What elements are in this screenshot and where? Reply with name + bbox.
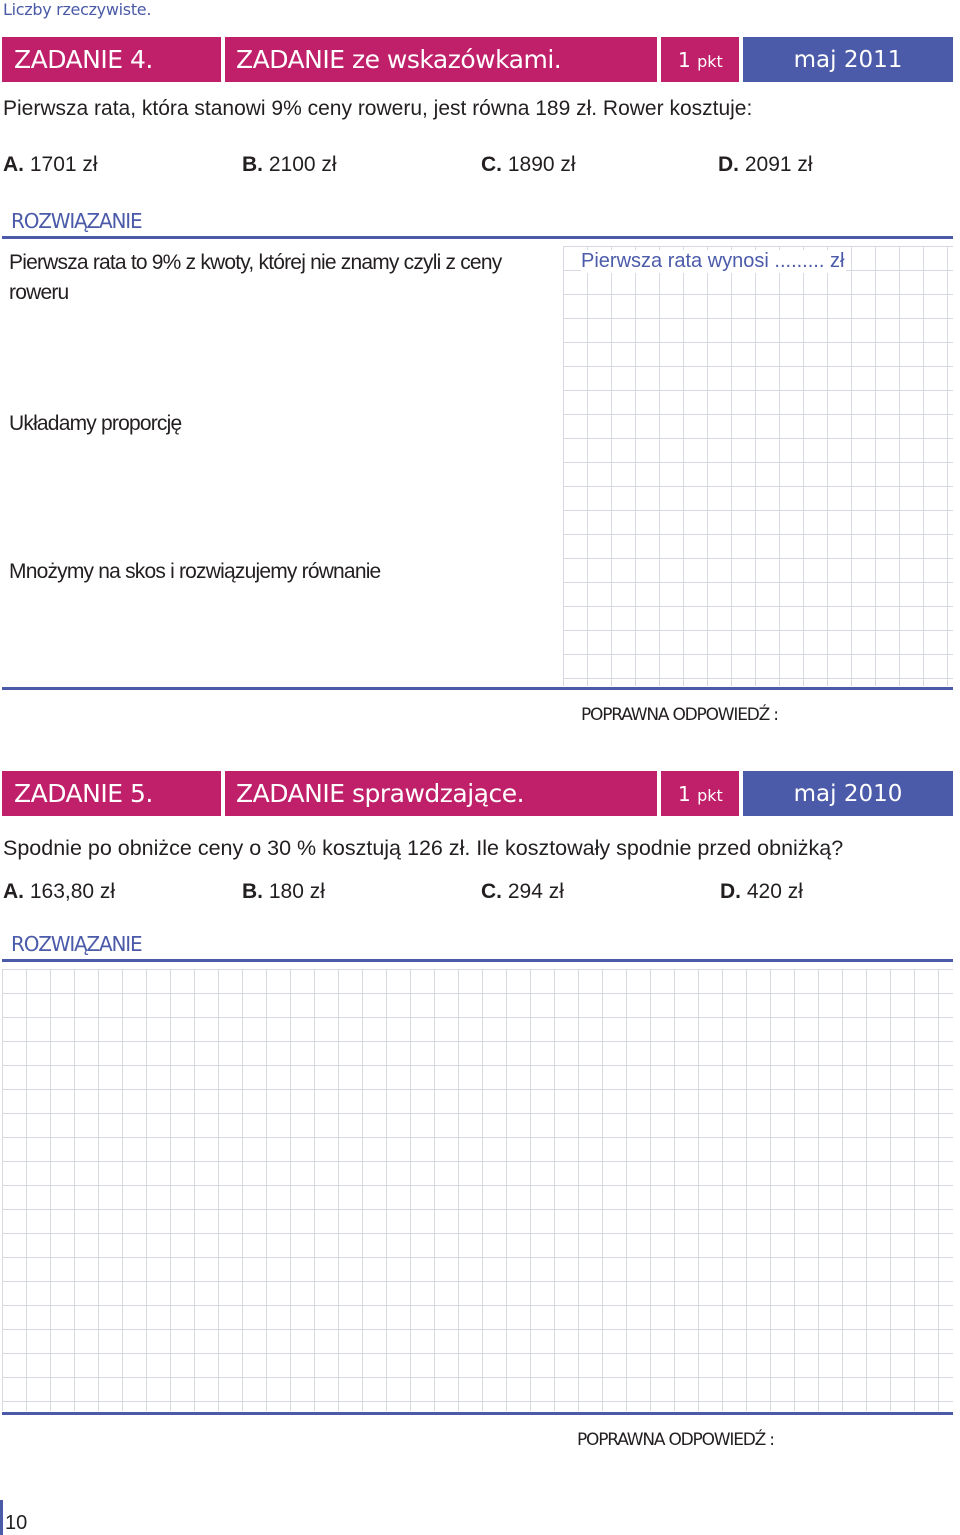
task5-date-bar xyxy=(743,771,953,816)
task5-points: 1 pkt xyxy=(678,781,723,806)
task4-solution-label: ROZWIĄZANIE xyxy=(11,209,142,233)
task4-hint: Pierwsza rata wynosi ......... zł xyxy=(581,250,845,272)
running-head: Liczby rzeczywiste. xyxy=(3,0,152,19)
task4-label: ZADANIE 4. xyxy=(14,45,153,74)
task4-bottom-rule xyxy=(2,687,953,690)
task4-grid-area xyxy=(563,246,953,686)
task5-option-c: C. 294 zł xyxy=(481,880,564,903)
task5-bottom-rule xyxy=(2,1412,953,1415)
task4-step-2: Układamy proporcję xyxy=(9,412,182,435)
task4-top-rule xyxy=(2,236,953,239)
task4-step-3: Mnożymy na skos i rozwiązujemy równanie xyxy=(9,560,381,583)
task5-top-rule xyxy=(2,959,953,962)
task4-option-c: C. 1890 zł xyxy=(481,153,576,176)
task4-date: maj 2011 xyxy=(793,46,903,73)
task5-option-a: A. 163,80 zł xyxy=(3,880,116,903)
task4-answer-label: POPRAWNA ODPOWIEDŹ : xyxy=(581,705,778,725)
task5-points-bar xyxy=(661,771,739,816)
task5-grid-area xyxy=(2,969,953,1411)
task4-step-1: Pierwsza rata to 9% z kwoty, której nie znamy czyli z ceny roweru xyxy=(9,251,502,304)
page-edge-marker xyxy=(0,1500,3,1535)
task4-label-bar xyxy=(2,37,221,82)
task4-option-b: B. 2100 zł xyxy=(242,153,337,176)
page-number: 10 xyxy=(5,1512,28,1534)
task5-label-bar xyxy=(2,771,221,816)
task5-date: maj 2010 xyxy=(793,780,903,807)
task5-solution-label: ROZWIĄZANIE xyxy=(11,932,142,956)
task4-option-a: A. 1701 zł xyxy=(3,153,98,176)
task4-type-bar xyxy=(225,37,657,82)
task5-option-d: D. 420 zł xyxy=(720,880,803,903)
task5-answer-label: POPRAWNA ODPOWIEDŹ : xyxy=(577,1430,774,1450)
task4-points: 1 pkt xyxy=(678,47,723,72)
task5-question: Spodnie po obniżce ceny o 30 % kosztują 126 zł. Ile kosztowały spodnie przed obniżką? xyxy=(3,836,844,860)
task4-type: ZADANIE ze wskazówkami. xyxy=(236,45,562,74)
task5-type-bar xyxy=(225,771,657,816)
task5-option-b: B. 180 zł xyxy=(242,880,325,903)
task4-question: Pierwsza rata, która stanowi 9% ceny roweru, jest równa 189 zł. Rower kosztuje: xyxy=(3,97,753,120)
task5-type: ZADANIE sprawdzające. xyxy=(236,779,525,808)
task5-label: ZADANIE 5. xyxy=(14,779,153,808)
task4-date-bar xyxy=(743,37,953,82)
task4-points-bar xyxy=(661,37,739,82)
task4-option-d: D. 2091 zł xyxy=(718,153,813,176)
